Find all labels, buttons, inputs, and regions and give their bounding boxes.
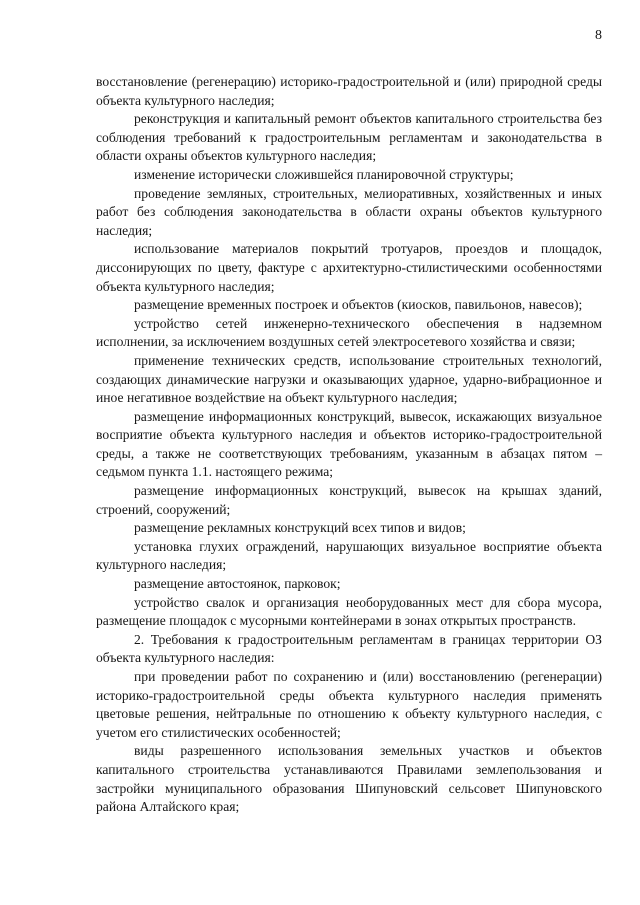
paragraph-waste: устройство свалок и организация необорудованных мест для сбора мусора, размещение площадок с мусорными контейнерами в зонах открытых пространств. bbox=[96, 594, 602, 629]
paragraph-earthworks: проведение земляных, строительных, мелиоративных, хозяйственных и иных работ без соблюдения законодательства в области охраны объектов культурного наследия; bbox=[96, 185, 602, 238]
paragraph-restoration: восстановление (регенерацию) историко-градостроительной и (или) природной среды объекта культурного наследия; bbox=[96, 74, 602, 108]
paragraph-section-2-heading: 2. Требования к градостроительным регламентам в границах территории ОЗ объекта культурного наследия: bbox=[96, 631, 602, 666]
paragraph-technical-means: применение технических средств, использование строительных технологий, создающих динамические нагрузки и оказывающих ударное, ударно-вибрационное и иное негативное воздействие на объект культурного наследия; bbox=[96, 352, 602, 406]
paragraph-advertising: размещение рекламных конструкций всех типов и видов; bbox=[134, 520, 466, 536]
paragraph-land-use: виды разрешенного использования земельных участков и объектов капитального строительства устанавливаются Правилами землепользования и застройки муниципального образования Шипуновский сельсовет Шипуновского района Алтайского края; bbox=[96, 743, 602, 815]
paragraph-paving-materials: использование материалов покрытий тротуаров, проездов и площадок, диссонирующих по цвету, фактуре с архитектурно-стилистическими особенностями объекта культурного наследия; bbox=[96, 241, 602, 294]
page-number: 8 bbox=[595, 28, 602, 43]
paragraph-temporary-buildings: размещение временных построек и объектов (киосков, павильонов, навесов); bbox=[134, 297, 583, 313]
paragraph-parking: размещение автостоянок, парковок; bbox=[134, 576, 341, 592]
paragraph-reconstruction: реконструкция и капитальный ремонт объектов капитального строительства без соблюдения требований к градостроительным регламентам и законодательства в области охраны объектов культурного наследия; bbox=[96, 111, 602, 164]
document-body bbox=[96, 73, 602, 817]
paragraph-color-solutions: при проведении работ по сохранению и (или) восстановлению (регенерации) историко-градостроительной среды объекта культурного наследия применять цветовые решения, нейтральные по отношению к объекту культурного наследия, с учетом его стилистических особенностей; bbox=[96, 669, 602, 740]
paragraph-fences: установка глухих ограждений, нарушающих визуальное восприятие объекта культурного наследия; bbox=[96, 538, 602, 573]
paragraph-planning-structure: изменение исторически сложившейся планировочной структуры; bbox=[134, 166, 514, 182]
paragraph-utility-networks: устройство сетей инженерно-технического обеспечения в надземном исполнении, за исключением воздушных сетей электросетевого хозяйства и связи; bbox=[96, 315, 602, 350]
paragraph-info-signs: размещение информационных конструкций, вывесок, искажающих визуальное восприятие объекта культурного наследия и объектов историко-градостроительной среды, а также не соответствующих требованиям, указанным в абзацах пятом – седьмом пункта 1.1. настоящего режима; bbox=[96, 408, 602, 480]
paragraph-roof-signs: размещение информационных конструкций, вывесок на крышах зданий, строений, сооружений; bbox=[96, 483, 602, 517]
